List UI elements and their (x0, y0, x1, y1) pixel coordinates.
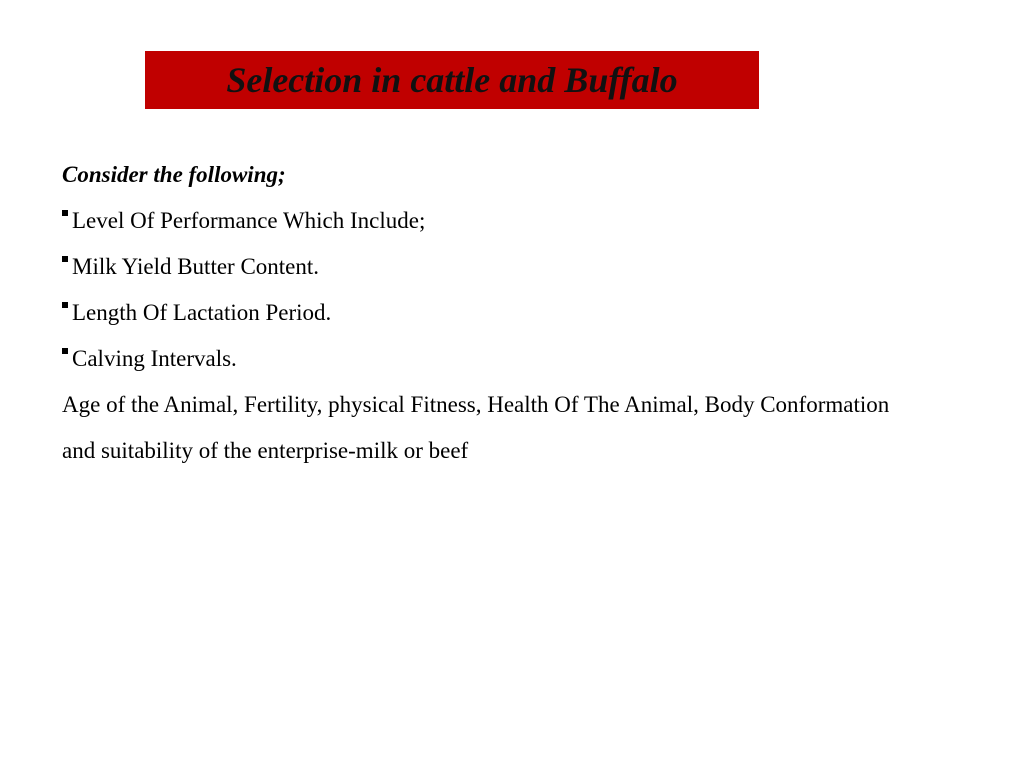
paragraph-line: and suitability of the enterprise-milk or beef (62, 438, 469, 463)
paragraph-line: Age of the Animal, Fertility, physical Fitness, Health Of The Animal, Body Conformation (62, 392, 890, 417)
bullet-item-label: Level Of Performance Which Include; (72, 208, 426, 233)
slide-body (62, 157, 1002, 479)
bullet-item (62, 203, 1002, 249)
square-bullet-icon (62, 256, 68, 262)
bullet-item (62, 295, 1002, 341)
title-banner (145, 51, 759, 109)
bullet-item-label: Length Of Lactation Period. (72, 300, 332, 325)
square-bullet-icon (62, 348, 68, 354)
square-bullet-icon (62, 210, 68, 216)
square-bullet-icon (62, 302, 68, 308)
bullet-item-label: Milk Yield Butter Content. (72, 254, 320, 279)
bullet-item (62, 341, 1002, 387)
slide-title: Selection in cattle and Buffalo (226, 60, 678, 100)
intro-heading: Consider the following; (62, 162, 286, 187)
bullet-item-label: Calving Intervals. (72, 346, 237, 371)
bullet-item (62, 249, 1002, 295)
